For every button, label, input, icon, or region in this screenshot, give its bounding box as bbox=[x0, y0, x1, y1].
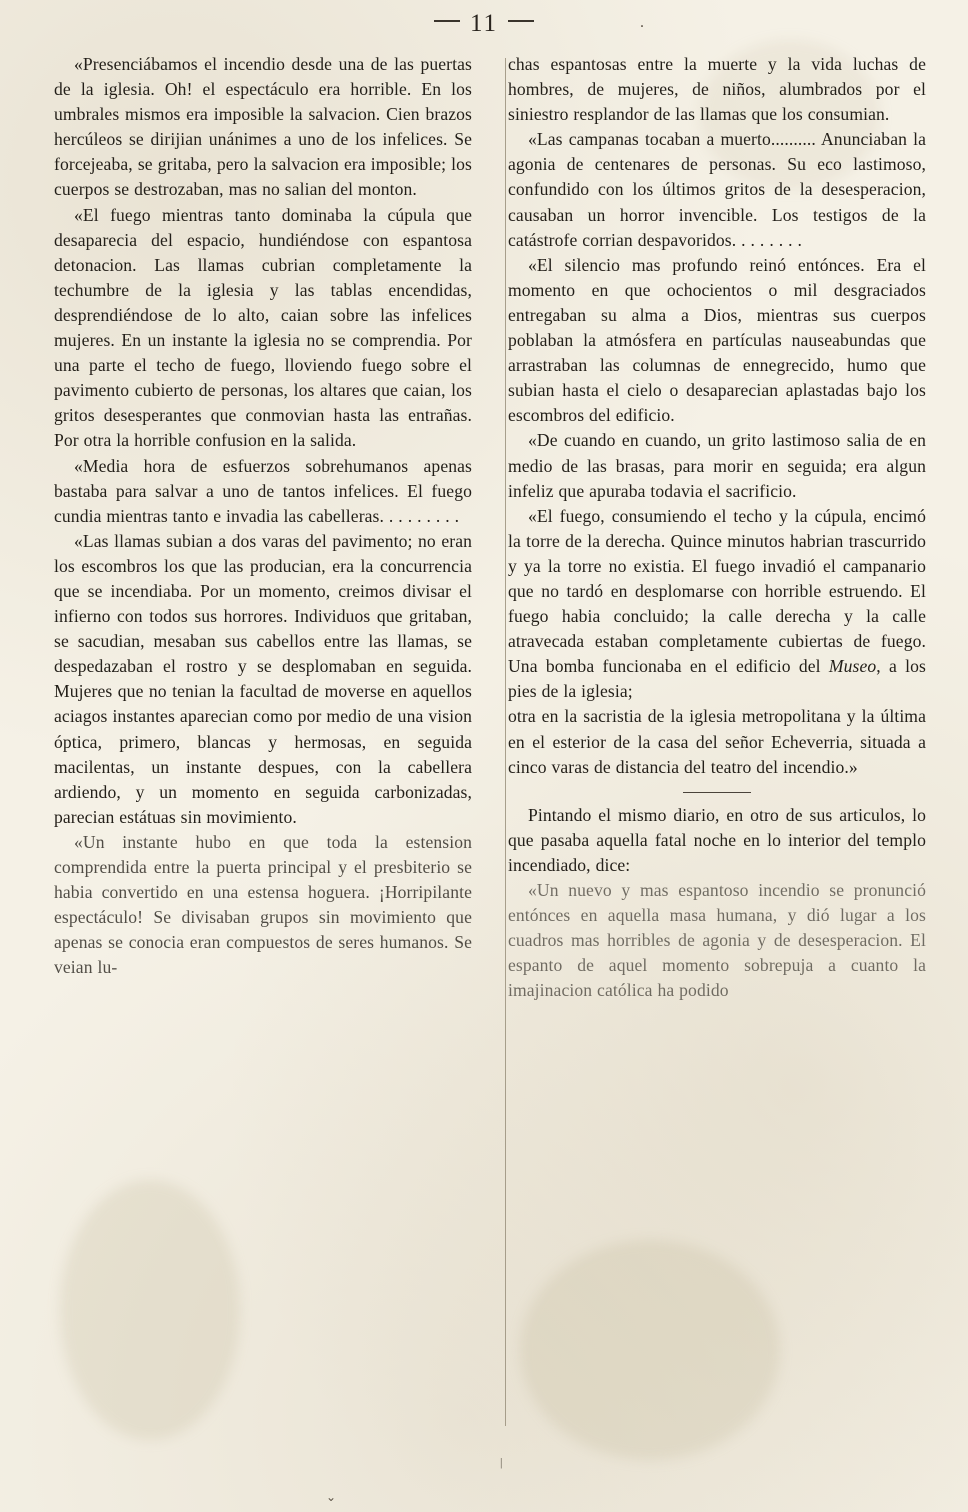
paragraph: «Un nuevo y mas espantoso incendio se pronunció entónces en aquella masa humana, y dió lugar a los cuadros mas horribles de agonia y de desesperacion. El espanto de aquel momento sobrepuja a cuanto la imajinacion católica ha podido bbox=[508, 880, 926, 1001]
museo-italic: Museo bbox=[828, 656, 877, 677]
header-rule-left bbox=[434, 20, 460, 22]
paragraph-part: «El fuego, consumiendo el techo y la cúpula, encimó la torre de la derecha. Quince minutos habrian trascurrido y ya la torre no existia. El fuego invadió el campanario que no tardó en desplomarse con horrible estruendo. El fuego habia concluido; la calle derecha y la calle atravecada estaban completamente cubiertas de fuego. Una bomba funcionaba en el edificio del bbox=[508, 505, 926, 677]
paragraph-with-italic bbox=[508, 504, 926, 705]
page-columns bbox=[54, 52, 926, 1452]
paragraph: «Las campanas tocaban a muerto.......... Anunciaban la agonia de centenares de personas. Su eco lastimoso, confundido con los últimos gritos de la desesperacion, causaban un horror invencible. Los testigos de la catástrofe corrian despavoridos. . . . . . . . bbox=[508, 129, 926, 250]
page-number: 11 bbox=[469, 10, 499, 37]
header-rule-right bbox=[508, 20, 534, 22]
header-speck: . bbox=[640, 14, 644, 31]
paragraph: «El silencio mas profundo reinó entónces. Era el momento en que ochocientos o mil desgraciados entregaban su alma a Dios, mientras sus cuerpos poblaban la atmósfera en partículas nauseabundas que arrastraban las columnas de ennegrecido, humo que subian hasta el cielo o desaparecian aplastadas bajo los escombros del edificio. bbox=[508, 254, 926, 426]
paragraph: «De cuando en cuando, un grito lastimoso salia de en medio de las brasas, para morir en seguida; era algun infeliz que apuraba todavia el sacrificio. bbox=[508, 430, 926, 501]
section-divider-rule bbox=[683, 792, 751, 793]
page-header bbox=[0, 10, 968, 38]
paragraph: Pintando el mismo diario, en otro de sus articulos, lo que pasaba aquella fatal noche en lo interior del templo incendiado, dice: bbox=[508, 804, 926, 875]
paragraph: «Un instante hubo en que toda la estension comprendida entre la puerta principal y el presbiterio se habia convertido en una estensa hoguera. ¡Horripilante espectáculo! Se divisaban grupos sin movimiento que apenas se conocia eran compuestos de seres humanos. Se veian lu- bbox=[54, 831, 472, 978]
page-speck: ⌄ bbox=[326, 1490, 337, 1504]
paragraph: «Las llamas subian a dos varas del pavimento; no eran los escombros los que las producian, era la concurrencia que se incendiaba. Por un momento, creimos divisar el infierno con todos sus horrores. Individuos que gritaban, se sacudian, mesaban sus cabellos entre las llamas, se despedazaban el rostro y se desplomaban en seguida. Mujeres que no tenian la facultad de moverse en aquellos aciagos instantes aparecian como por medio de una vision óptica, primero, blancas y hermosas, en seguida macilentas, un instante despues, con la cabellera ardiendo, y un momento en seguida carbonizadas, parecian estátuas sin movimiento. bbox=[54, 530, 472, 827]
right-column bbox=[508, 52, 926, 1452]
paragraph: otra en la sacristia de la iglesia metropolitana y la última en el esterior de la casa del señor Echeverria, situada a cinco varas de distancia del teatro del incendio.» bbox=[508, 706, 926, 777]
paragraph: «Presenciábamos el incendio desde una de las puertas de la iglesia. Oh! el espectáculo era horrible. En los umbrales mismos era imposible la salvacion. Cien brazos hercúleos se dirijian unánimes a uno de los infelices. Se forcejeaba, se gritaba, pero la salvacion era imposible; los cuerpos se destrozaban, mas no salian del monton. bbox=[54, 54, 472, 200]
left-column bbox=[54, 52, 472, 1452]
paragraph-part: , a los pies de la iglesia; bbox=[508, 656, 926, 702]
paragraph: «El fuego mientras tanto dominaba la cúpula que desaparecia del espacio, hundiéndose con espantosa detonacion. Las llamas cubrian completamente la techumbre de la iglesia y las tablas encendidas, desprendiéndose de lo alto, caian sobre las infelices mujeres. En un instante la iglesia no se comprendia. Por una parte el techo de fuego, lloviendo fuego sobre el pavimento cubierto de personas, los altares que caian, los gritos desesperantes que conmovian hasta las entrañas. Por otra la horrible confusion en la salida. bbox=[54, 204, 472, 451]
page-speck: | bbox=[500, 1455, 503, 1469]
paragraph: chas espantosas entre la muerte y la vida luchas de hombres, de mujeres, de niños, alumbrados por el siniestro resplandor de las llamas que los consumian. bbox=[508, 54, 926, 125]
paragraph: «Media hora de esfuerzos sobrehumanos apenas bastaba para salvar a uno de tantos infelices. El fuego cundia mientras tanto e invadia las cabelleras. . . . . . . . . bbox=[54, 455, 472, 526]
